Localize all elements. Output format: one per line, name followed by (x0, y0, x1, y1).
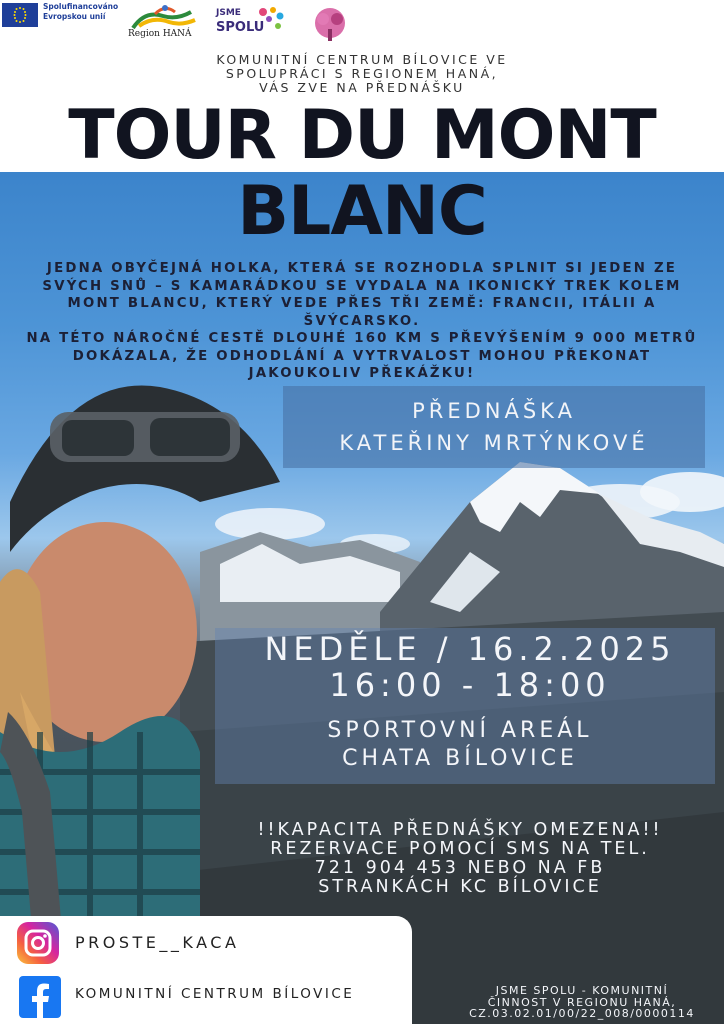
venue-line-2: CHATA BÍLOVICE (342, 746, 578, 771)
invitation-text (0, 53, 724, 95)
facebook-page[interactable]: KOMUNITNÍ CENTRUM BÍLOVICE (75, 986, 355, 1002)
title-line: BLANC (237, 172, 487, 251)
lecture-label: PŘEDNÁŠKA (412, 399, 576, 423)
region-hana-label: Region HANÁ (128, 29, 192, 39)
title-line: TOUR DU MONT (68, 96, 656, 175)
notice-line: STRANKÁCH KC BÍLOVICE (318, 877, 602, 897)
notice-line: !!KAPACITA PŘEDNÁŠKY OMEZENA!! (257, 820, 663, 840)
description-line: DOKÁZALA, ŽE ODHODLÁNÍ A VYTRVALOST MOHOU PŘEKONAT (72, 348, 652, 364)
event-time: 16:00 - 18:00 (329, 666, 611, 704)
description-line: ŠVÝCARSKO. (303, 313, 421, 329)
kc-bilovice-logo (307, 3, 353, 49)
venue-line-1: SPORTOVNÍ AREÁL (327, 718, 593, 743)
description-line: JAKOUKOLIV PŘEKÁŽKU! (248, 366, 476, 381)
lecturer-name: KATEŘINY MRTÝNKOVÉ (339, 431, 649, 455)
description-line: SVÝCH SNŮ – S KAMARÁDKOU SE VYDALA NA IKONICKÝ TREK KOLEM (42, 278, 682, 294)
instagram-handle[interactable]: PROSTE__KACA (75, 933, 240, 952)
project-footer (440, 985, 724, 1020)
event-date: NEDĚLE / 16.2.2025 (264, 630, 676, 668)
invite-line: SPOLUPRÁCI S REGIONEM HANÁ, (225, 66, 499, 81)
instagram-icon[interactable] (17, 922, 59, 964)
description-line: NA TÉTO NÁROČNÉ CESTĚ DLOUHÉ 160 KM S PŘEVÝŠENÍM 9 000 METRŮ (26, 331, 698, 346)
description-line: JEDNA OBYČEJNÁ HOLKA, KTERÁ SE ROZHODLA SPLNIT SI JEDEN ZE (46, 261, 678, 276)
jsme-label: JSME (216, 8, 241, 18)
jsme-spolu-logo-icon (253, 4, 287, 38)
footer-line: ČINNOST V REGIONU HANÁ, (487, 995, 677, 1009)
capacity-notice (210, 821, 710, 897)
event-description (10, 260, 714, 383)
facebook-icon[interactable] (19, 976, 61, 1018)
event-title (0, 98, 724, 250)
description-line: MONT BLANCU, KTERÝ VEDE PŘES TŘI ZEMĚ: FRANCII, ITÁLII A (67, 296, 657, 311)
spolu-label: SPOLU (216, 20, 265, 35)
footer-line: CZ.03.02.01/00/22_008/0000114 (469, 1007, 695, 1020)
eu-cofinanced-label: Spolufinancováno Evropskou unií (43, 2, 119, 21)
notice-line: 721 904 453 NEBO NA FB (314, 858, 606, 878)
invite-line: VÁS ZVE NA PŘEDNÁŠKU (259, 80, 465, 95)
footer-line: JSME SPOLU - KOMUNITNÍ (495, 984, 669, 997)
invite-line: KOMUNITNÍ CENTRUM BÍLOVICE VE (216, 52, 508, 67)
notice-line: REZERVACE POMOCÍ SMS NA TEL. (270, 839, 650, 859)
eu-flag-icon (2, 3, 38, 27)
